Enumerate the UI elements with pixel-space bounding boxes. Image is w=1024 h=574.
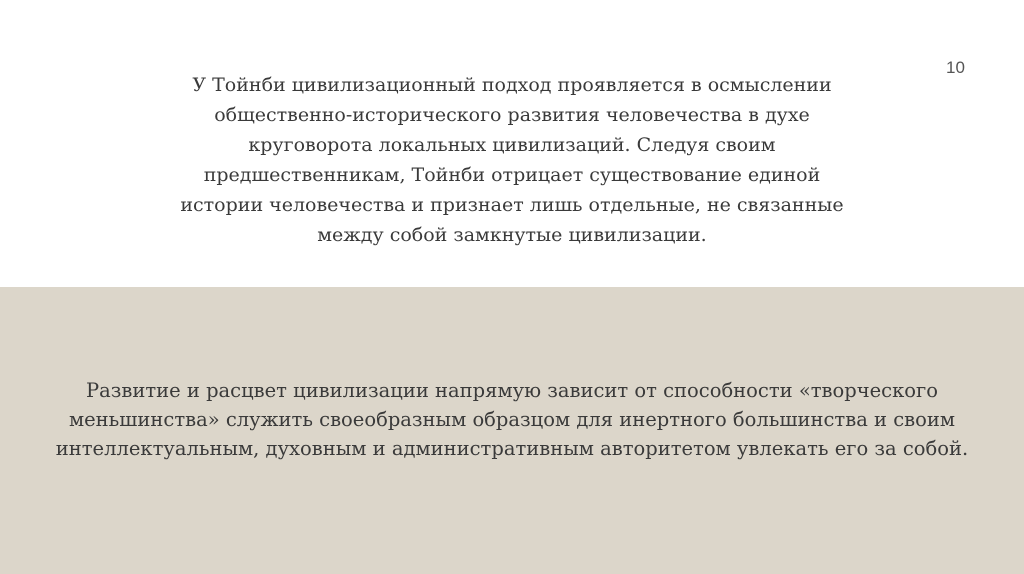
page-number: 10	[946, 58, 965, 77]
top-paragraph-line: предшественникам, Тойнби отрицает существование единой	[203, 164, 821, 186]
top-paragraph-line: У Тойнби цивилизационный подход проявляется в осмыслении	[192, 74, 832, 96]
bottom-paragraph-line: меньшинства» служить своеобразным образцом для инертного большинства и своим	[68, 408, 956, 431]
bottom-paragraph-line: Развитие и расцвет цивилизации напрямую зависит от способности «творческого	[86, 379, 938, 402]
bottom-paragraph-line: интеллектуальным, духовным и административным авторитетом увлекать его за собой.	[55, 437, 969, 460]
top-paragraph-line: круговорота локальных цивилизаций. Следуя своим	[248, 134, 776, 156]
top-paragraph	[120, 70, 904, 270]
top-paragraph-line: истории человечества и признает лишь отдельные, не связанные	[180, 194, 844, 216]
top-paragraph-line: между собой замкнутые цивилизации.	[317, 224, 707, 246]
top-paragraph-line: общественно-исторического развития человечества в духе	[214, 104, 810, 126]
bottom-paragraph	[20, 376, 1004, 463]
bottom-band	[0, 287, 1024, 574]
